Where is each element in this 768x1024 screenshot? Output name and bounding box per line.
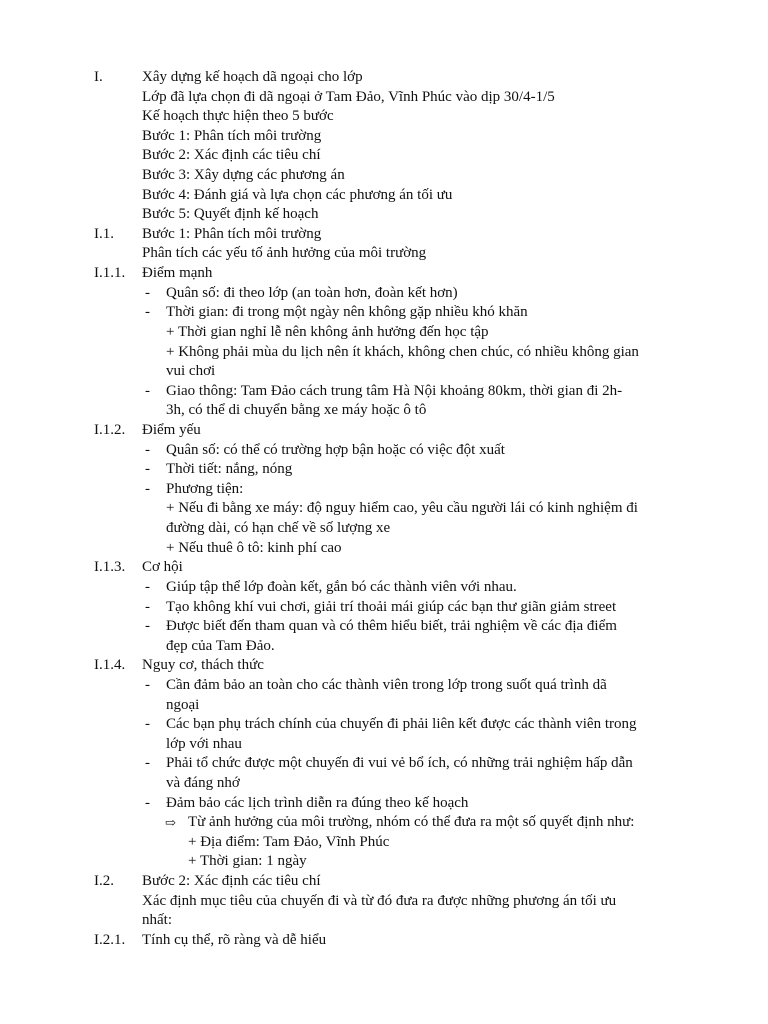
bullet-dash: -	[145, 285, 150, 301]
conclusion-text: Từ ảnh hưởng của môi trường, nhóm có thể đưa ra một số quyết định như:	[188, 814, 635, 830]
bullet-dash: -	[145, 442, 150, 458]
bullet-text: ngoại	[166, 697, 200, 713]
paragraph-line: Bước 3: Xây dựng các phương án	[142, 167, 345, 183]
paragraph-line: Kế hoạch thực hiện theo 5 bước	[142, 108, 334, 124]
bullet-dash: -	[145, 618, 150, 634]
heading-title: Tính cụ thể, rõ ràng và dễ hiểu	[142, 932, 327, 948]
bullet-dash: -	[145, 383, 150, 399]
heading-title: Bước 1: Phân tích môi trường	[142, 226, 322, 242]
bullet-text: Giúp tập thể lớp đoàn kết, gắn bó các thành viên với nhau.	[166, 579, 517, 595]
heading-number: I.1.	[94, 226, 114, 242]
bullet-text: và đáng nhớ	[166, 775, 240, 791]
heading-number: I.2.1.	[94, 932, 126, 948]
bullet-text: Các bạn phụ trách chính của chuyến đi phải liên kết được các thành viên trong	[166, 716, 637, 732]
heading-number: I.	[94, 69, 103, 85]
bullet-text: Cần đảm bảo an toàn cho các thành viên trong lớp trong suốt quá trình dã	[166, 677, 607, 693]
sub-item-text: + Thời gian: 1 ngày	[188, 853, 307, 869]
bullet-dash: -	[145, 795, 150, 811]
heading-number: I.1.3.	[94, 559, 126, 575]
paragraph-line: Bước 1: Phân tích môi trường	[142, 128, 322, 144]
bullet-text: Tạo không khí vui chơi, giải trí thoải mái giúp các bạn thư giãn giảm street	[166, 599, 617, 615]
paragraph-line: Lớp đã lựa chọn đi dã ngoại ở Tam Đảo, Vĩnh Phúc vào dịp 30/4-1/5	[142, 89, 555, 105]
heading-title: Điểm yếu	[142, 422, 201, 438]
bullet-text: lớp với nhau	[166, 736, 242, 752]
heading-number: I.2.	[94, 873, 114, 889]
bullet-dash: -	[145, 461, 150, 477]
paragraph-line: Bước 5: Quyết định kế hoạch	[142, 206, 319, 222]
sub-item-text: + Nếu đi bằng xe máy: độ nguy hiểm cao, yêu cầu người lái có kinh nghiệm đi	[166, 500, 638, 516]
paragraph-line: Phân tích các yếu tố ảnh hưởng của môi trường	[142, 245, 427, 261]
bullet-dash: -	[145, 677, 150, 693]
sub-item-text: + Địa điểm: Tam Đảo, Vĩnh Phúc	[188, 834, 390, 850]
bullet-dash: -	[145, 716, 150, 732]
bullet-text: Thời tiết: nắng, nóng	[166, 461, 293, 477]
paragraph-line: nhất:	[142, 912, 172, 928]
heading-number: I.1.4.	[94, 657, 126, 673]
paragraph-line: Xác định mục tiêu của chuyến đi và từ đó đưa ra được những phương án tối ưu	[142, 893, 617, 909]
bullet-text: đẹp của Tam Đảo.	[166, 638, 275, 654]
sub-item-text: + Không phải mùa du lịch nên ít khách, không chen chúc, có nhiều không gian	[166, 344, 639, 360]
paragraph-line: Bước 4: Đánh giá và lựa chọn các phương án tối ưu	[142, 187, 453, 203]
heading-title: Bước 2: Xác định các tiêu chí	[142, 873, 321, 889]
bullet-text: Quân số: có thể có trường hợp bận hoặc có việc đột xuất	[166, 442, 505, 458]
bullet-text: Giao thông: Tam Đảo cách trung tâm Hà Nội khoảng 80km, thời gian đi 2h-	[166, 383, 623, 399]
heading-title: Cơ hội	[142, 559, 183, 575]
bullet-text: Được biết đến tham quan và có thêm hiểu biết, trải nghiệm về các địa điểm	[166, 618, 617, 634]
bullet-text: Phải tổ chức được một chuyến đi vui vẻ bổ ích, có những trải nghiệm hấp dẫn	[166, 755, 633, 771]
sub-item-text: vui chơi	[166, 363, 216, 379]
heading-title: Xây dựng kế hoạch dã ngoại cho lớp	[142, 69, 363, 85]
heading-number: I.1.2.	[94, 422, 126, 438]
heading-title: Nguy cơ, thách thức	[142, 657, 264, 673]
bullet-dash: -	[145, 755, 150, 771]
bullet-dash: -	[145, 579, 150, 595]
heading-number: I.1.1.	[94, 265, 126, 281]
arrow-right-icon: ⇨	[165, 815, 176, 830]
sub-item-text: + Thời gian nghỉ lễ nên không ảnh hưởng đến học tập	[166, 324, 489, 340]
bullet-text: Thời gian: đi trong một ngày nên không gặp nhiều khó khăn	[166, 304, 528, 320]
sub-item-text: + Nếu thuê ô tô: kinh phí cao	[166, 540, 342, 556]
bullet-dash: -	[145, 599, 150, 615]
bullet-dash: -	[145, 481, 150, 497]
heading-title: Điểm mạnh	[142, 265, 213, 281]
bullet-dash: -	[145, 304, 150, 320]
bullet-text: Đảm bảo các lịch trình diễn ra đúng theo kế hoạch	[166, 795, 469, 811]
paragraph-line: Bước 2: Xác định các tiêu chí	[142, 147, 321, 163]
bullet-text: 3h, có thể di chuyển bằng xe máy hoặc ô tô	[166, 402, 427, 418]
bullet-text: Phương tiện:	[166, 481, 244, 497]
bullet-text: Quân số: đi theo lớp (an toàn hơn, đoàn kết hơn)	[166, 285, 458, 301]
sub-item-text: đường dài, có hạn chế về số lượng xe	[166, 520, 391, 536]
